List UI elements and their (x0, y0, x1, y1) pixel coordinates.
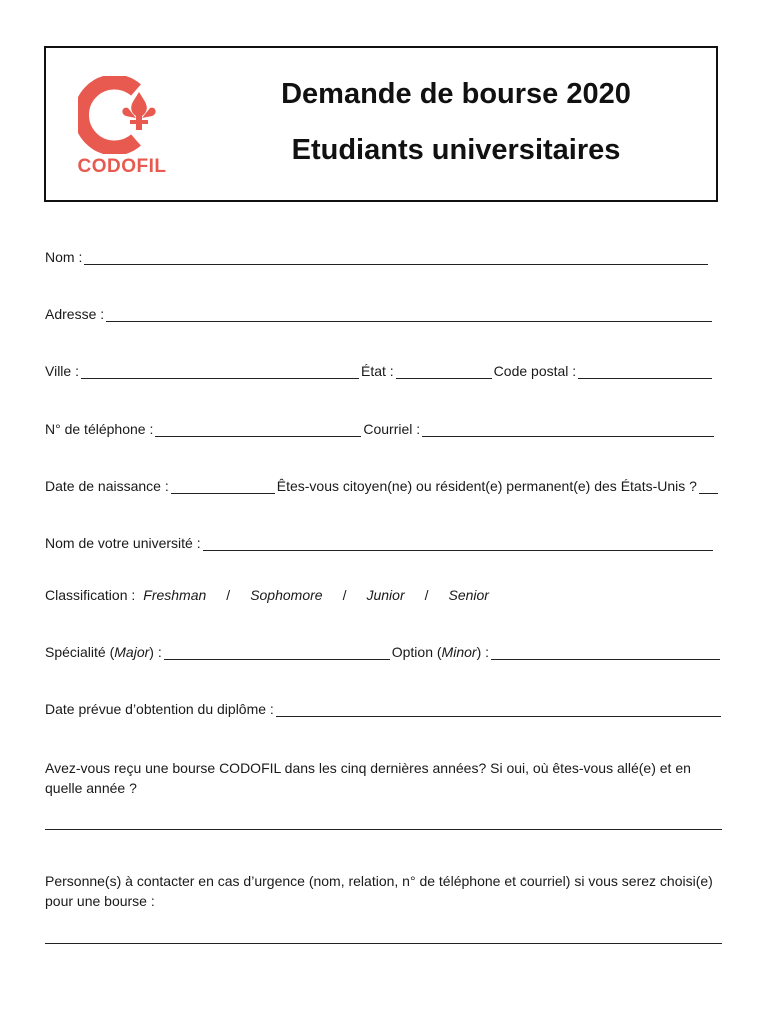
header-box (44, 46, 718, 202)
bourse-answer-line[interactable] (45, 829, 722, 830)
ville-label: Ville : (45, 363, 79, 379)
etat-label: État : (360, 363, 394, 379)
courriel-field[interactable] (422, 422, 714, 437)
telephone-field[interactable] (155, 422, 361, 437)
urgence-question: Personne(s) à contacter en cas d’urgence (nom, relation, n° de téléphone et courriel) si vous serez choisi(e) pour une bourse : (45, 873, 713, 909)
citoyen-label: Êtes-vous citoyen(ne) ou résident(e) permanent(e) des États-Unis ? (276, 478, 697, 494)
naissance-row (45, 478, 720, 494)
diplome-label: Date prévue d’obtention du diplôme : (45, 701, 274, 717)
diplome-row (45, 701, 723, 717)
classification-senior[interactable]: Senior (448, 587, 489, 603)
telephone-row (45, 421, 716, 437)
code-postal-field[interactable] (578, 364, 712, 379)
urgence-answer-line[interactable] (45, 943, 722, 944)
citoyen-field[interactable] (699, 479, 718, 494)
classification-separator: / (424, 587, 429, 603)
universite-field[interactable] (203, 536, 713, 551)
universite-label: Nom de votre université : (45, 535, 201, 551)
classification-sophomore[interactable]: Sophomore (250, 587, 323, 603)
naissance-label: Date de naissance : (45, 478, 169, 494)
bourse-question: Avez-vous reçu une bourse CODOFIL dans les cinq dernières années? Si oui, où êtes-vous allé(e) et en quelle année ? (45, 760, 691, 796)
fleur-de-lis-c-icon (78, 76, 168, 154)
universite-row (45, 535, 715, 551)
nom-row (45, 249, 710, 265)
specialite-field[interactable] (164, 645, 390, 660)
form-title: Demande de bourse 2020 (281, 78, 631, 110)
option-minor: Minor (441, 644, 477, 660)
option-label: Option ( (391, 644, 442, 660)
classification-freshman[interactable]: Freshman (143, 587, 207, 603)
form-subtitle: Etudiants universitaires (291, 134, 621, 166)
option-close: ) : (476, 644, 490, 660)
specialite-close: ) : (149, 644, 162, 660)
courriel-label: Courriel : (363, 421, 421, 437)
specialite-major: Major (114, 644, 150, 660)
ville-row (45, 363, 714, 379)
nom-label: Nom : (45, 249, 83, 265)
ville-field[interactable] (81, 364, 359, 379)
classification-row (45, 587, 725, 603)
classification-junior[interactable]: Junior (366, 587, 405, 603)
logo-text: CODOFIL (77, 156, 167, 177)
classification-label: Classification : (45, 587, 136, 603)
code-postal-label: Code postal : (493, 363, 577, 379)
specialite-label: Spécialité ( (45, 644, 115, 660)
adresse-field[interactable] (106, 307, 712, 322)
etat-field[interactable] (396, 364, 492, 379)
naissance-field[interactable] (171, 479, 275, 494)
diplome-field[interactable] (276, 702, 721, 717)
classification-separator: / (226, 587, 231, 603)
codofil-logo (72, 76, 172, 180)
classification-separator: / (342, 587, 347, 603)
option-field[interactable] (491, 645, 720, 660)
adresse-row (45, 306, 714, 322)
nom-field[interactable] (84, 250, 708, 265)
specialite-row (45, 644, 722, 660)
adresse-label: Adresse : (45, 306, 105, 322)
telephone-label: N° de téléphone : (45, 421, 154, 437)
